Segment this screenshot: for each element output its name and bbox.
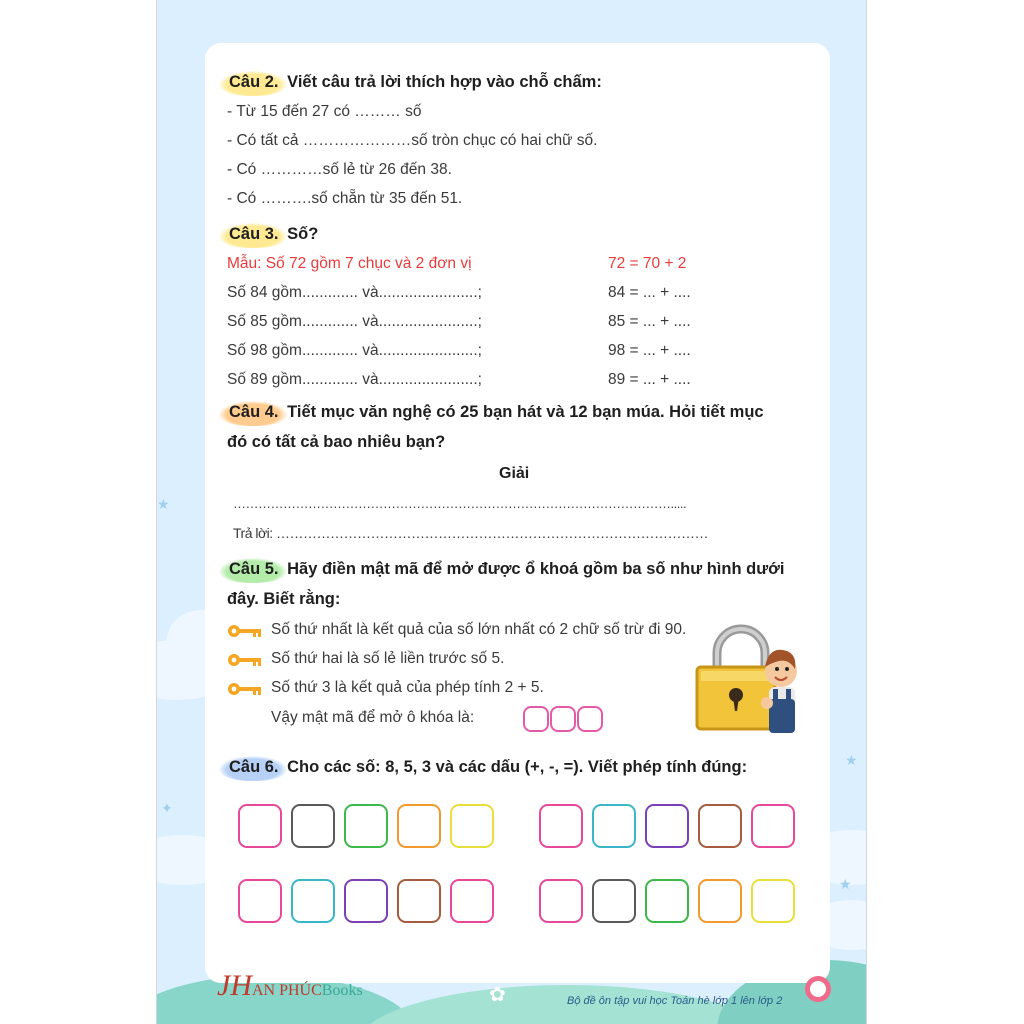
answer-box[interactable]	[645, 804, 689, 848]
answer-box[interactable]	[751, 879, 795, 923]
logo-books: Books	[321, 982, 363, 999]
answer-box[interactable]	[344, 804, 388, 848]
q2-heading	[229, 73, 602, 92]
answer-box[interactable]	[238, 879, 282, 923]
padlock-icon	[693, 623, 813, 735]
q2-tag: Câu 2.	[225, 73, 283, 92]
logo-mark: JH	[217, 969, 252, 1002]
q2-line-4: - Có ……….số chẵn từ 35 đến 51.	[227, 190, 463, 207]
code-digit-box[interactable]	[550, 706, 576, 732]
q5-hint-3: Số thứ 3 là kết quả của phép tính 2 + 5.	[271, 679, 544, 696]
flower-badge-icon	[803, 974, 833, 1004]
answer-box[interactable]	[698, 879, 742, 923]
q5-tag: Câu 5.	[225, 560, 283, 579]
answer-box[interactable]	[645, 879, 689, 923]
answer-box[interactable]	[751, 804, 795, 848]
q3-row-right: 89 = ... + ....	[608, 371, 691, 388]
q2-title: Viết câu trả lời thích hợp vào chỗ chấm:	[287, 73, 602, 91]
flower-icon: ✿	[489, 984, 506, 1006]
footer-text: Bộ đề ôn tập vui học Toán hè lớp 1 lên lớp 2	[567, 995, 783, 1007]
q3-example-right: 72 = 70 + 2	[608, 255, 687, 272]
page-edge-left	[156, 0, 157, 1024]
q3-row-left: Số 85 gồm............. và.......................;	[227, 313, 482, 330]
q6-tag: Câu 6.	[225, 758, 283, 777]
q5-hint-2: Số thứ hai là số lẻ liền trước số 5.	[271, 650, 505, 667]
answer-box[interactable]	[539, 804, 583, 848]
answer-box[interactable]	[291, 879, 335, 923]
page-edge-right	[866, 0, 867, 1024]
code-digit-box[interactable]	[523, 706, 549, 732]
q3-heading	[229, 225, 318, 244]
q4-heading	[229, 403, 764, 422]
q3-tag: Câu 3.	[225, 225, 283, 244]
q3-row-right: 85 = ... + ....	[608, 313, 691, 330]
q4-title-line-2: đó có tất cả bao nhiêu bạn?	[227, 433, 446, 451]
q5-title-line-2: đây. Biết rằng:	[227, 590, 341, 608]
q5-heading	[229, 560, 784, 579]
q2-line-3: - Có …………số lẻ từ 26 đến 38.	[227, 161, 452, 178]
q3-row-left: Số 98 gồm............. và.......................;	[227, 342, 482, 359]
answer-box[interactable]	[397, 804, 441, 848]
q3-example-left: Mẫu: Số 72 gồm 7 chục và 2 đơn vị	[227, 255, 472, 272]
answer-box[interactable]	[291, 804, 335, 848]
q2-line-2: - Có tất cả …………………số tròn chục có hai chữ số.	[227, 132, 598, 149]
q4-answer-line[interactable]: Trả lời: ……………………………………………………………………………………	[233, 525, 709, 541]
answer-box[interactable]	[592, 879, 636, 923]
q6-title: Cho các số: 8, 5, 3 và các dấu (+, -, =). Viết phép tính đúng:	[287, 758, 748, 776]
answer-box[interactable]	[450, 804, 494, 848]
q4-solution-label: Giải	[499, 465, 530, 482]
publisher-logo	[217, 969, 363, 1003]
q5-hint-1: Số thứ nhất là kết quả của số lớn nhất có 2 chữ số trừ đi 90.	[271, 621, 687, 638]
q4-title-line-1: Tiết mục văn nghệ có 25 bạn hát và 12 bạn múa. Hỏi tiết mục	[287, 403, 764, 421]
answer-box[interactable]	[450, 879, 494, 923]
worksheet-card	[205, 43, 830, 1007]
page-background: ★ ★ ★ ✦	[157, 0, 867, 1024]
q4-tag: Câu 4.	[225, 403, 283, 422]
q6-heading	[229, 758, 747, 777]
q3-row-right: 84 = ... + ....	[608, 284, 691, 301]
key-icon	[227, 682, 263, 696]
q3-row-left: Số 84 gồm............. và.......................;	[227, 284, 482, 301]
answer-box[interactable]	[592, 804, 636, 848]
q5-code-prompt: Vậy mật mã để mở ô khóa là:	[271, 709, 475, 726]
answer-box[interactable]	[238, 804, 282, 848]
answer-box[interactable]	[397, 879, 441, 923]
code-digit-box[interactable]	[577, 706, 603, 732]
answer-box[interactable]	[698, 804, 742, 848]
answer-box[interactable]	[539, 879, 583, 923]
q3-title: Số?	[287, 225, 319, 243]
key-icon	[227, 624, 263, 638]
logo-name: AN PHÚC	[251, 982, 322, 999]
q3-row-left: Số 89 gồm............. và.......................;	[227, 371, 482, 388]
answer-box[interactable]	[344, 879, 388, 923]
key-icon	[227, 653, 263, 667]
q3-row-right: 98 = ... + ....	[608, 342, 691, 359]
q5-title-line-1: Hãy điền mật mã để mở được ổ khoá gồm ba số như hình dưới	[287, 560, 785, 578]
q4-dots-line[interactable]: …………………………………………………………………………………………….....	[233, 496, 687, 511]
q2-line-1: - Từ 15 đến 27 có ……… số	[227, 103, 422, 120]
